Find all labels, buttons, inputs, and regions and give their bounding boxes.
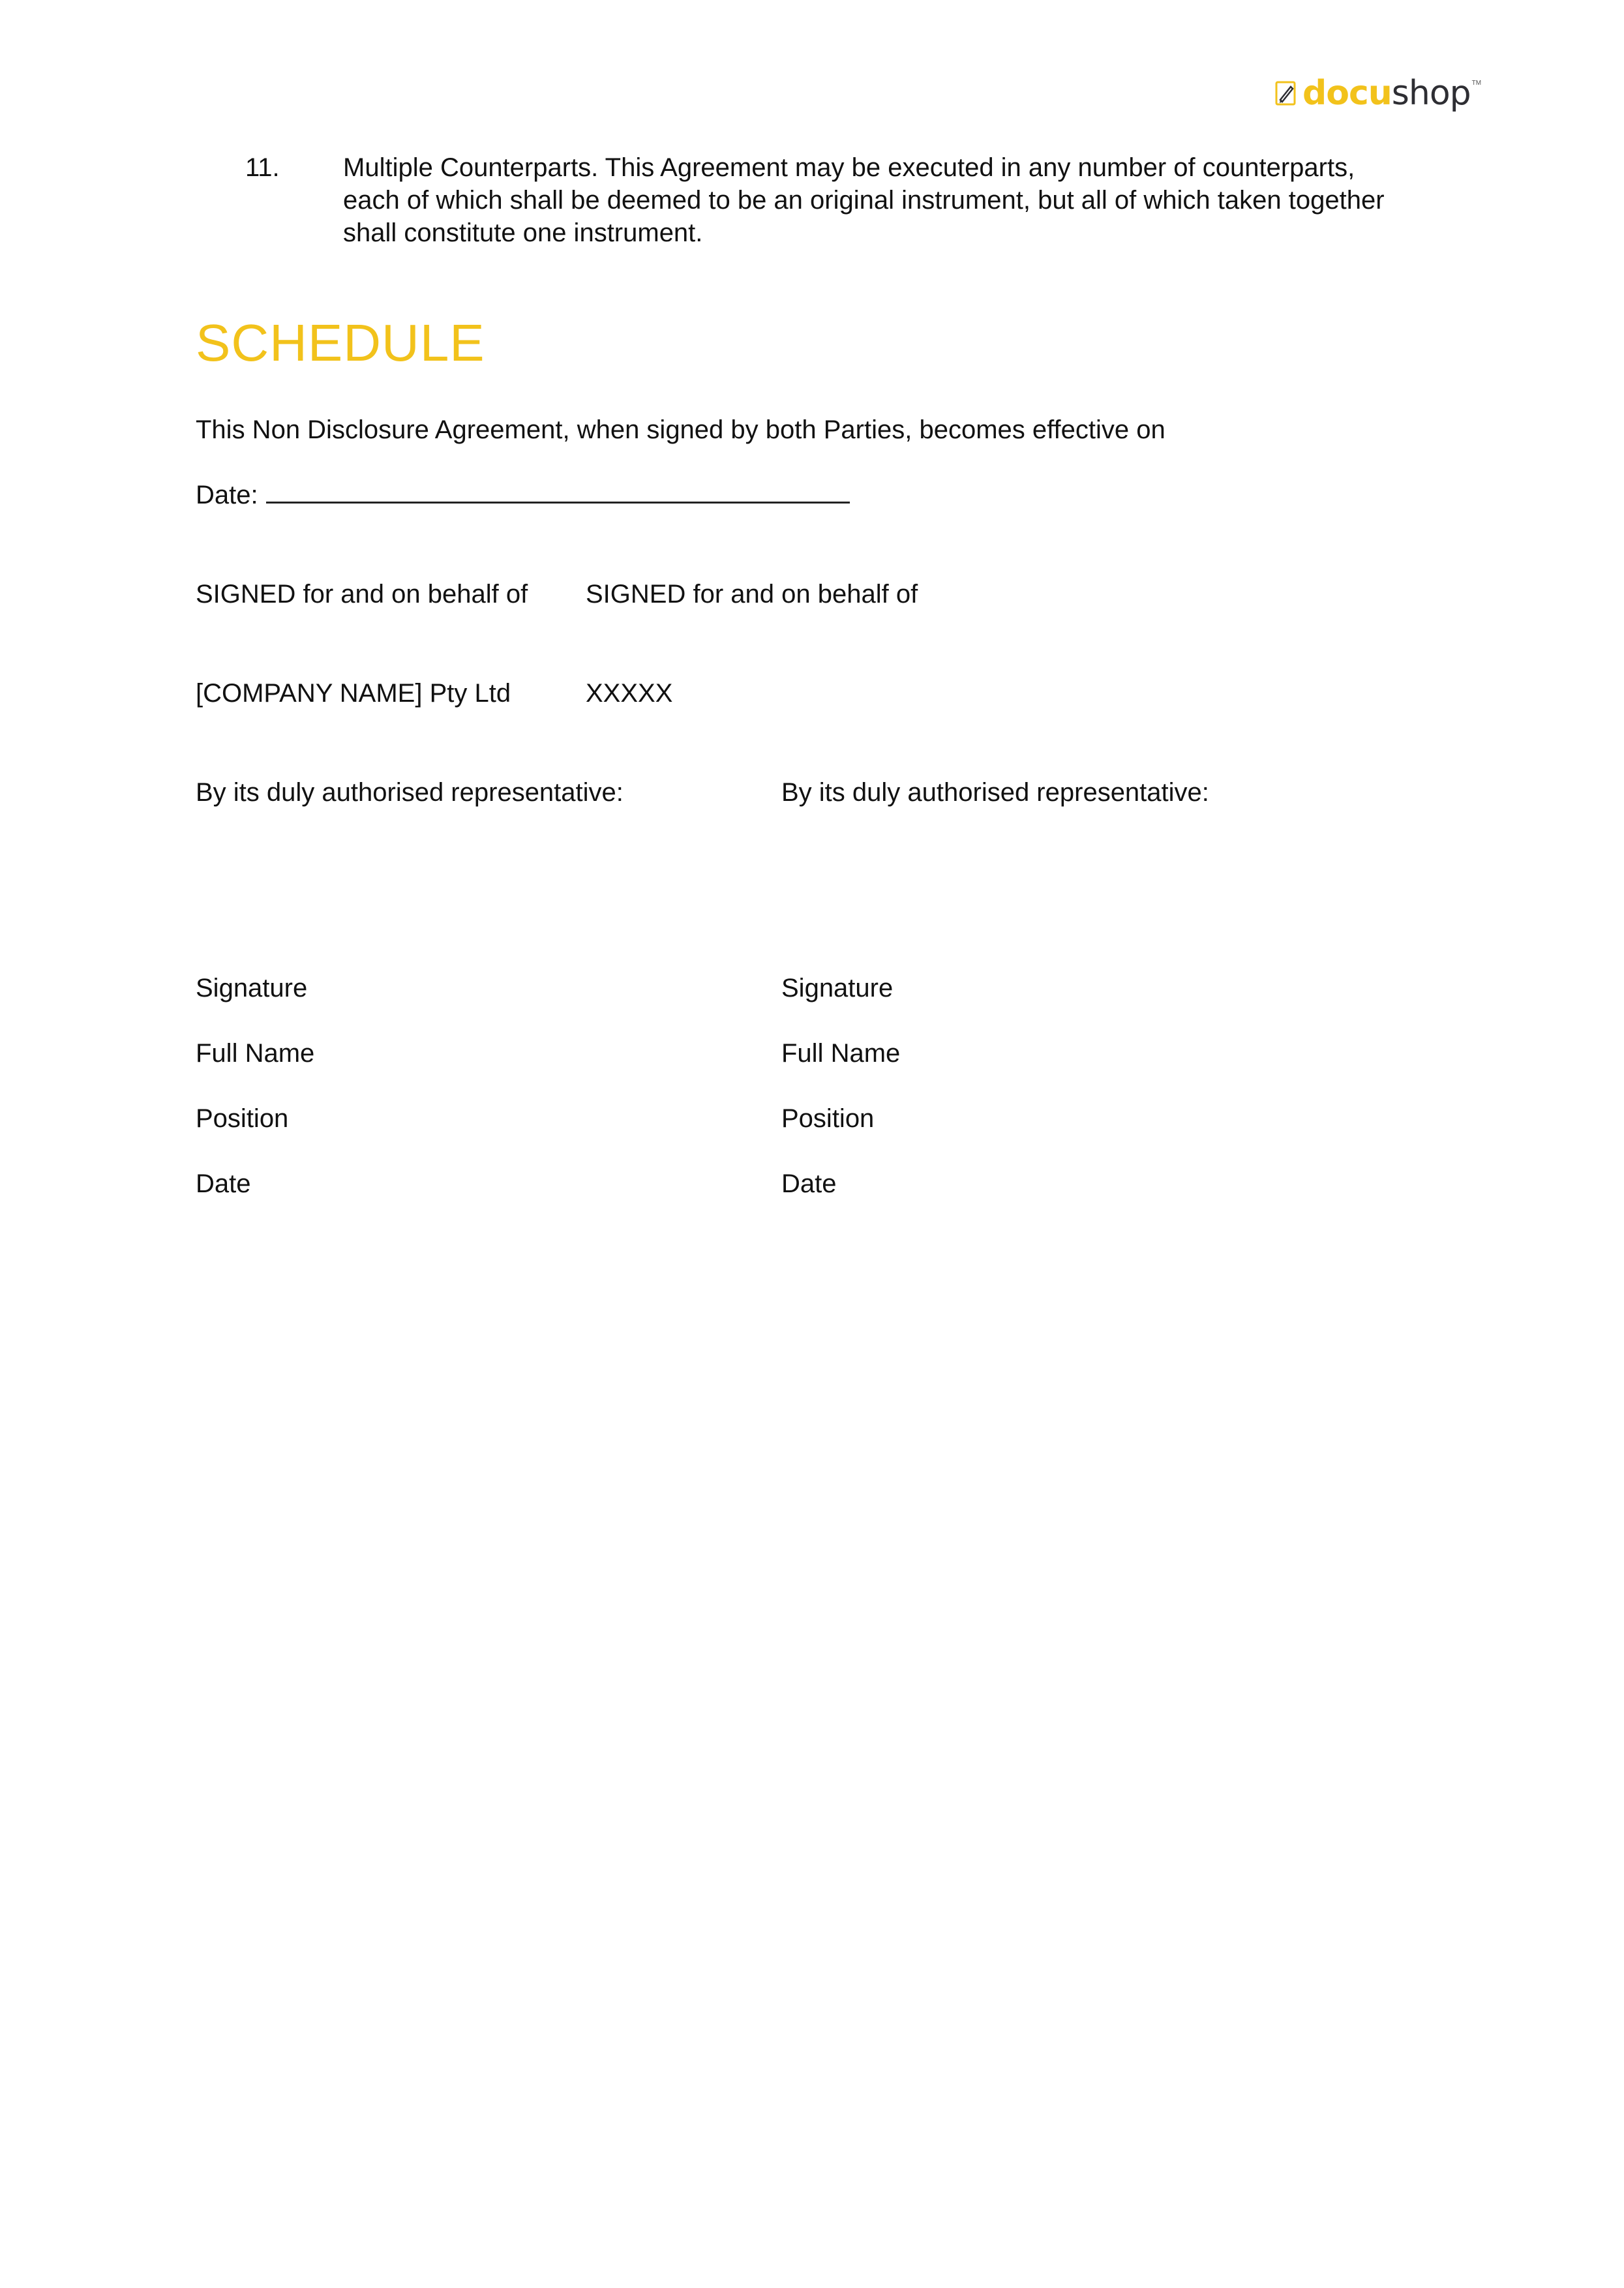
schedule-heading: SCHEDULE xyxy=(196,314,485,372)
effective-date-label: Date: xyxy=(196,481,258,509)
left-date-label: Date xyxy=(196,1169,251,1198)
clause-body xyxy=(343,151,1478,249)
effective-date-row xyxy=(196,479,850,511)
effective-date-blank[interactable] xyxy=(266,479,850,504)
left-signature-label: Signature xyxy=(196,974,308,1002)
left-signed-for: SIGNED for and on behalf of xyxy=(196,580,528,609)
left-representative-heading: By its duly authorised representative: xyxy=(196,778,624,807)
left-full-name-label: Full Name xyxy=(196,1039,315,1068)
right-signature-label: Signature xyxy=(781,974,894,1002)
right-full-name-label: Full Name xyxy=(781,1039,901,1068)
pencil-document-icon xyxy=(1275,80,1297,106)
clause-line: each of which shall be deemed to be an original instrument, but all of which taken together xyxy=(343,186,1385,215)
right-representative-heading: By its duly authorised representative: xyxy=(781,778,1209,807)
schedule-intro: This Non Disclosure Agreement, when signed by both Parties, becomes effective on xyxy=(196,415,1165,444)
logo-light-text: shop xyxy=(1391,74,1471,113)
right-position-label: Position xyxy=(781,1104,875,1133)
left-position-label: Position xyxy=(196,1104,289,1133)
logo-trademark: TM xyxy=(1471,80,1482,87)
logo-bold-text: docu xyxy=(1302,74,1392,113)
right-party-name: XXXXX xyxy=(586,679,673,708)
right-signed-for: SIGNED for and on behalf of xyxy=(586,580,918,609)
right-date-label: Date xyxy=(781,1169,837,1198)
logo-wordmark xyxy=(1302,73,1471,113)
clause-line: Multiple Counterparts. This Agreement may be executed in any number of counterparts, xyxy=(343,153,1355,182)
clause-line: shall constitute one instrument. xyxy=(343,218,703,247)
left-party-name: [COMPANY NAME] Pty Ltd xyxy=(196,679,511,708)
docushop-logo xyxy=(1275,73,1481,113)
clause-number: 11. xyxy=(245,153,280,182)
